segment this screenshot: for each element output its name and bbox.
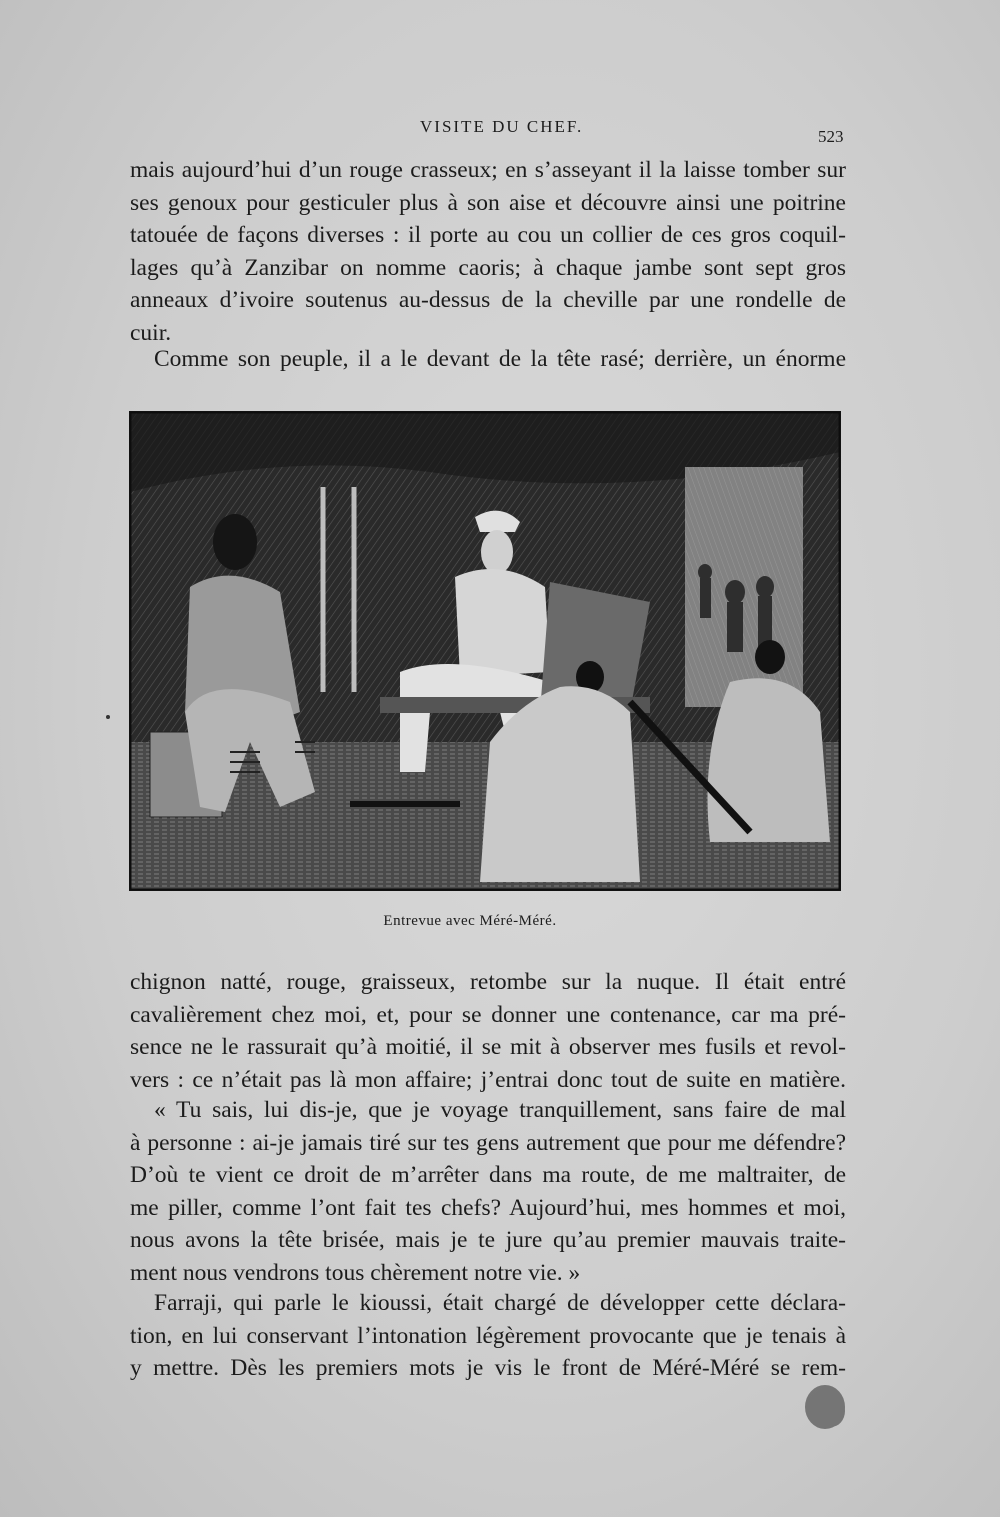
- engraving-illustration: [129, 411, 841, 891]
- text-line: anneaux d’ivoire soutenus au-dessus de la cheville par une rondelle de: [130, 287, 846, 313]
- running-title: VISITE DU CHEF.: [420, 117, 584, 136]
- text-line: « Tu sais, lui dis-je, que je voyage tranquillement, sans faire de mal: [154, 1097, 846, 1123]
- text-line: tion, en lui conservant l’intonation légèrement provocante que je tenais à: [130, 1322, 846, 1349]
- ink-stain: [805, 1385, 845, 1429]
- text-line: me piller, comme l’ont fait tes chefs? Aujourd’hui, mes hommes et moi,: [130, 1194, 846, 1221]
- figure-caption-text: Entrevue avec Méré-Méré.: [383, 913, 557, 929]
- ink-speck: [106, 715, 110, 719]
- paragraph-4: [130, 1094, 846, 1289]
- paragraph-1: [130, 154, 846, 349]
- page-number: 523: [818, 127, 844, 146]
- engraving-drawing: [130, 412, 840, 890]
- text-line: D’où te vient ce droit de m’arrêter dans ma route, de me maltraiter, de: [130, 1162, 846, 1188]
- text-line: mais aujourd’hui d’un rouge crasseux; en s’asseyant il la laisse tomber sur: [130, 157, 846, 183]
- running-head: [0, 113, 1000, 146]
- text-line: vers : ce n’était pas là mon affaire; j’entrai donc tout de suite en matière.: [130, 1066, 846, 1093]
- text-line: lages qu’à Zanzibar on nomme caoris; à chaque jambe sont sept gros: [130, 254, 846, 281]
- text-line: ment nous vendrons tous chèrement notre vie. »: [130, 1259, 581, 1286]
- text-line: nous avons la tête brisée, mais je te jure qu’au premier mauvais traite-: [130, 1227, 846, 1253]
- text-line: ses genoux pour gesticuler plus à son aise et découvre ainsi une poitrine: [130, 189, 846, 216]
- figure-caption: [0, 913, 1000, 930]
- text-line: y mettre. Dès les premiers mots je vis le front de Méré-Méré se rem-: [130, 1355, 846, 1381]
- text-line: à personne : ai-je jamais tiré sur tes gens autrement que pour me défendre?: [130, 1129, 846, 1156]
- text-line: cavalièrement chez moi, et, pour se donner une contenance, car ma pré-: [130, 1001, 846, 1028]
- text-line: tatouée de façons diverses : il porte au cou un collier de ces gros coquil-: [130, 222, 846, 248]
- paragraph-2: [130, 343, 846, 376]
- text-line: cuir.: [130, 319, 172, 346]
- text-line: chignon natté, rouge, graisseux, retombe sur la nuque. Il était entré: [130, 969, 846, 995]
- text-line: Comme son peuple, il a le devant de la tête rasé; derrière, un énorme: [154, 346, 846, 372]
- paragraph-5: [130, 1287, 846, 1385]
- text-line: sence ne le rassurait qu’à moitié, il se mit à observer mes fusils et revol-: [130, 1034, 846, 1060]
- paragraph-3: [130, 966, 846, 1096]
- text-line: Farraji, qui parle le kioussi, était chargé de développer cette déclara-: [154, 1290, 846, 1316]
